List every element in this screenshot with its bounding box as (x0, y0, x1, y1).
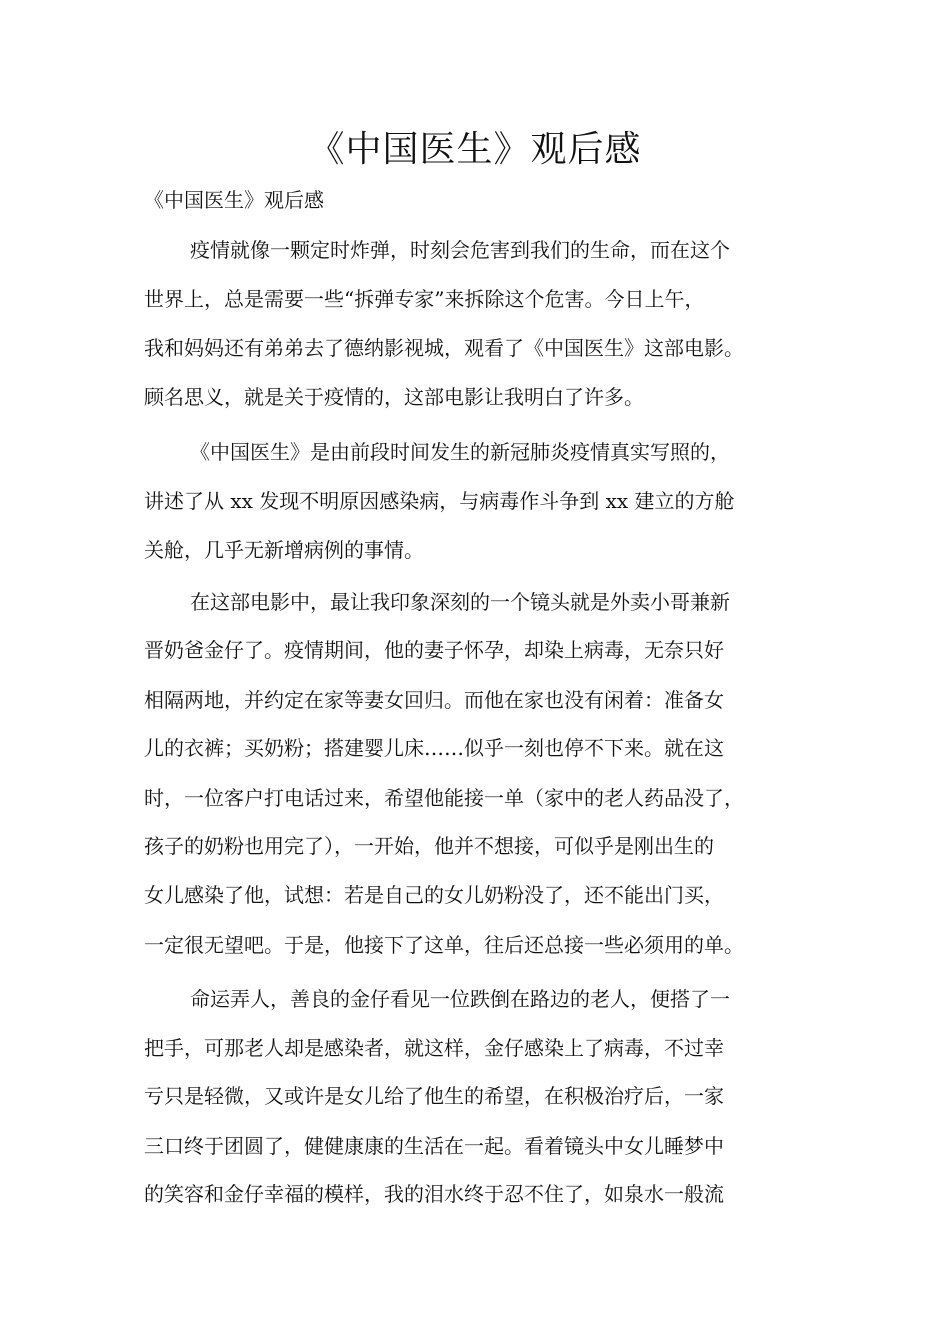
paragraph-2-line-2: 讲述了从 xx 发现不明原因感染病，与病毒作斗争到 xx 建立的方舱 (144, 489, 735, 513)
paragraph-4-line-3: 亏只是轻微，又或许是女儿给了他生的希望，在积极治疗后，一家 (144, 1084, 724, 1108)
paragraph-3-line-5: 时，一位客户打电话过来，希望他能接一单（家中的老人药品没了， (144, 786, 744, 810)
paragraph-3-line-2: 晋奶爸金仔了。疫情期间，他的妻子怀孕，却染上病毒，无奈只好 (144, 638, 724, 662)
paragraph-2-line-3: 关舱，几乎无新增病例的事情。 (144, 538, 424, 562)
paragraph-3-line-8: 一定很无望吧。于是，他接下了这单，往后还总接一些必须用的单。 (144, 933, 744, 957)
paragraph-1-line-2: 世界上，总是需要一些“拆弹专家”来拆除这个危害。今日上午， (144, 287, 705, 311)
paragraph-2-line-1: 《中国医生》是由前段时间发生的新冠肺炎疫情真实写照的， (190, 440, 730, 464)
paragraph-4-line-1: 命运弄人，善良的金仔看见一位跌倒在路边的老人，便搭了一 (190, 987, 730, 1011)
document-title: 《中国医生》观后感 (308, 129, 642, 170)
paragraph-4-line-2: 把手，可那老人却是感染者，就这样，金仔感染上了病毒，不过幸 (144, 1036, 724, 1060)
paragraph-3-line-3: 相隔两地，并约定在家等妻女回归。而他在家也没有闲着：准备女 (144, 688, 724, 712)
paragraph-1-line-1: 疫情就像一颗定时炸弹，时刻会危害到我们的生命，而在这个 (190, 238, 730, 262)
paragraph-3-line-4: 儿的衣裤；买奶粉；搭建婴儿床……似乎一刻也停不下来。就在这 (144, 736, 724, 760)
paragraph-3-line-7: 女儿感染了他，试想：若是自己的女儿奶粉没了，还不能出门买， (144, 883, 724, 907)
paragraph-3-line-6: 孩子的奶粉也用完了），一开始，他并不想接，可似乎是刚出生的 (144, 834, 714, 858)
paragraph-4-line-4: 三口终于团圆了，健健康康的生活在一起。看着镜头中女儿睡梦中 (144, 1134, 724, 1158)
paragraph-4-line-5: 的笑容和金仔幸福的模样，我的泪水终于忍不住了，如泉水一般流 (144, 1182, 724, 1206)
paragraph-3-line-1: 在这部电影中，最让我印象深刻的一个镜头就是外卖小哥兼新 (190, 590, 730, 614)
paragraph-1-line-4: 顾名思义，就是关于疫情的，这部电影让我明白了许多。 (144, 385, 644, 409)
document-subtitle: 《中国医生》观后感 (144, 188, 324, 212)
paragraph-1-line-3: 我和妈妈还有弟弟去了德纳影视城，观看了《中国医生》这部电影。 (144, 336, 744, 360)
